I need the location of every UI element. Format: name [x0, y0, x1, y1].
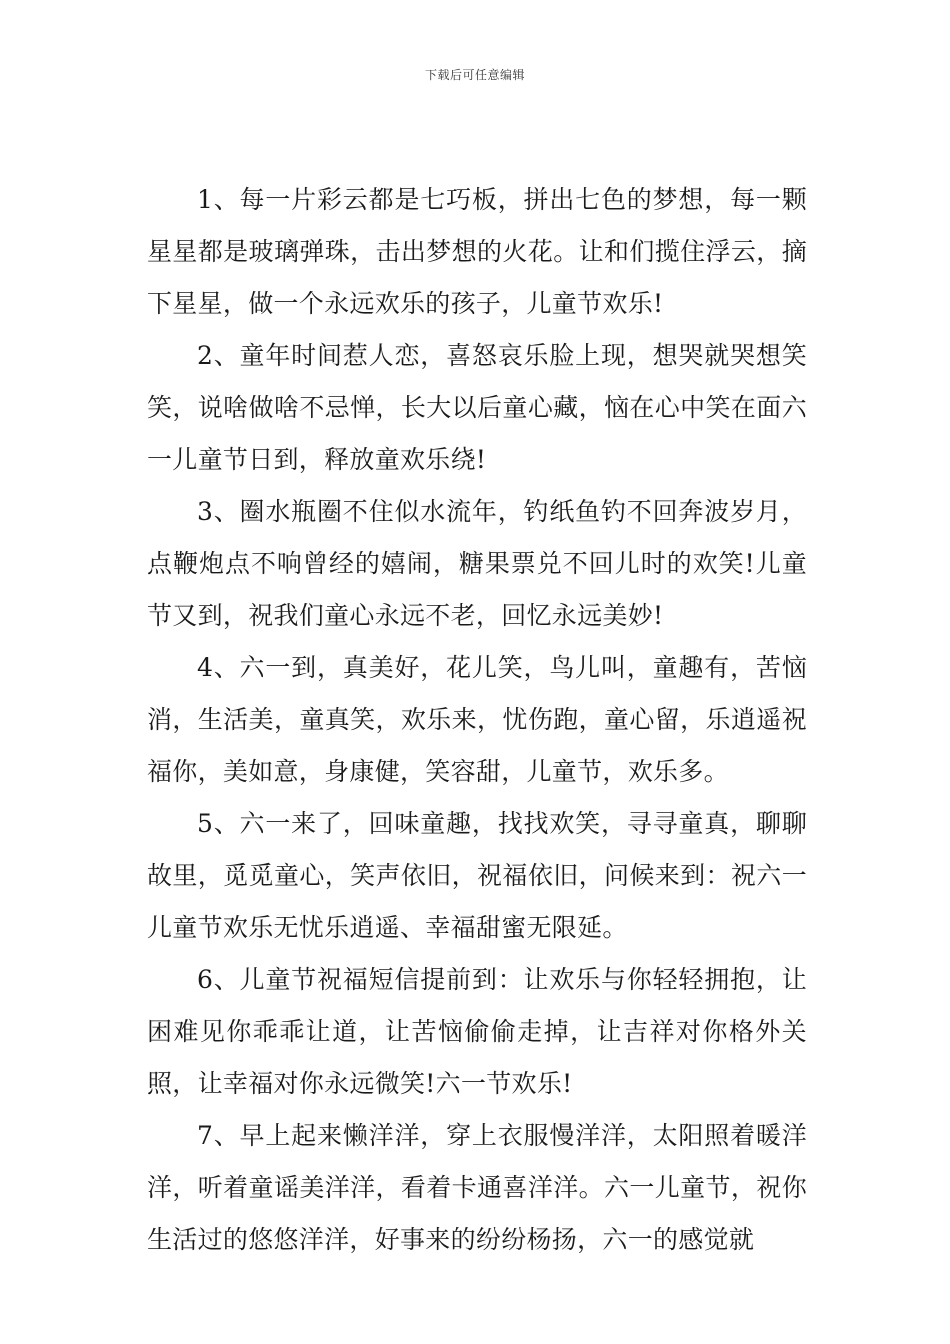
paragraph-1: 1、每一片彩云都是七巧板，拼出七色的梦想，每一颗星星都是玻璃弹珠，击出梦想的火花。让和们揽住浮云，摘下星星，做一个永远欢乐的孩子，儿童节欢乐! [147, 185, 807, 318]
document-body [147, 174, 807, 1266]
paragraph-6: 6、儿童节祝福短信提前到：让欢乐与你轻轻拥抱，让困难见你乖乖让道，让苦恼偷偷走掉，让吉祥对你格外关照，让幸福对你永远微笑!六一节欢乐! [147, 965, 807, 1098]
paragraph-3: 3、圈水瓶圈不住似水流年，钓纸鱼钓不回奔波岁月，点鞭炮点不响曾经的嬉闹，糖果票兑不回儿时的欢笑!儿童节又到，祝我们童心永远不老，回忆永远美妙! [147, 497, 807, 630]
page-header-note: 下载后可任意编辑 [424, 68, 525, 82]
paragraph-4: 4、六一到，真美好，花儿笑，鸟儿叫，童趣有，苦恼消，生活美，童真笑，欢乐来，忧伤跑，童心留，乐逍遥祝福你，美如意，身康健，笑容甜，儿童节，欢乐多。 [147, 653, 807, 786]
paragraph-5: 5、六一来了，回味童趣，找找欢笑，寻寻童真，聊聊故里，觅觅童心，笑声依旧，祝福依旧，问候来到：祝六一儿童节欢乐无忧乐逍遥、幸福甜蜜无限延。 [147, 809, 807, 942]
paragraph-2: 2、童年时间惹人恋，喜怒哀乐脸上现，想哭就哭想笑笑，说啥做啥不忌惮，长大以后童心藏，恼在心中笑在面六一儿童节日到，释放童欢乐绕! [147, 341, 807, 474]
paragraph-7: 7、早上起来懒洋洋，穿上衣服慢洋洋，太阳照着暖洋洋，听着童谣美洋洋，看着卡通喜洋洋。六一儿童节，祝你生活过的悠悠洋洋，好事来的纷纷杨扬，六一的感觉就 [147, 1121, 807, 1254]
